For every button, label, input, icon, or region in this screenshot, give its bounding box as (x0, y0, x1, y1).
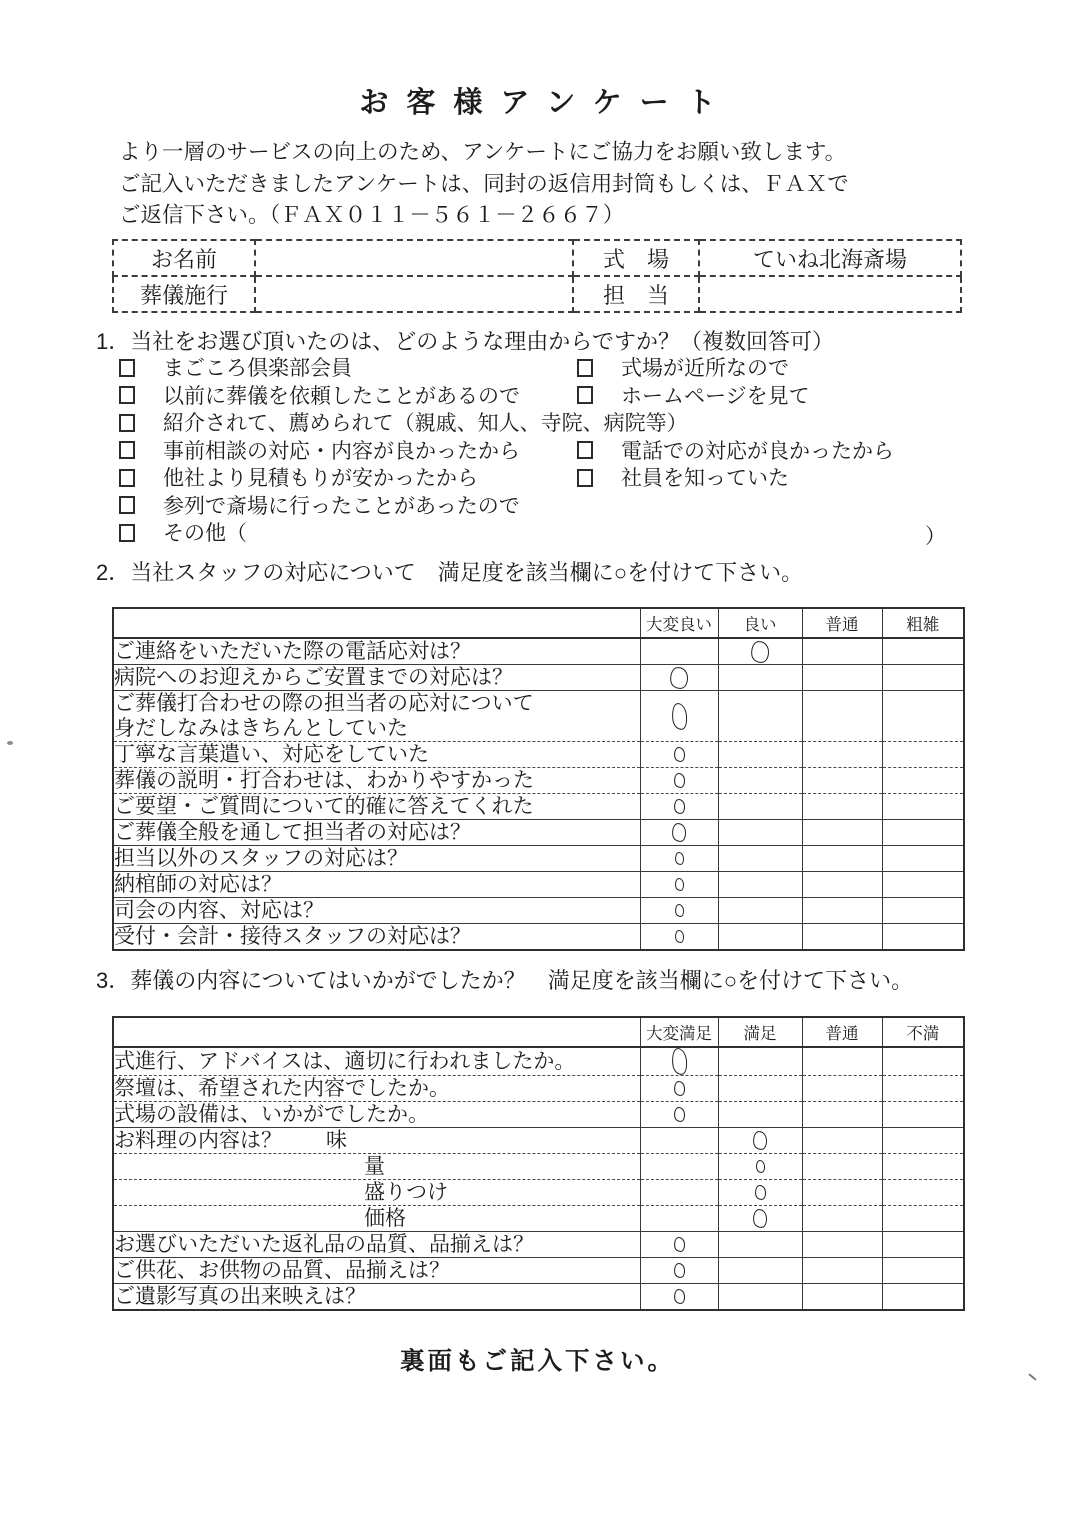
option-label: 社員を知っていた (621, 467, 789, 490)
name-label: お名前 (113, 240, 255, 276)
rating-cell[interactable] (882, 924, 964, 951)
survey-row (113, 768, 964, 794)
intro-text (119, 137, 849, 232)
question-text: 葬儀の説明・打合わせは、わかりやすかった (114, 769, 534, 792)
question-text: 祭壇は、希望された内容でしたか。 (114, 1077, 450, 1100)
option-label: ホームページを見て (621, 384, 810, 408)
staff-value-field[interactable] (699, 276, 961, 312)
intro-line-3: ご返信下さい。（ＦＡＸ０１１－５６１－２６６７） (119, 203, 625, 227)
rating-column-header: 良い (718, 608, 802, 638)
rating-cell[interactable] (718, 742, 802, 768)
rating-cell[interactable] (882, 846, 964, 872)
rating-cell[interactable] (718, 768, 802, 794)
rating-cell[interactable] (640, 1284, 718, 1311)
survey-row (113, 872, 964, 898)
question-1-heading: 1．当社をお選び頂いたのは、どのような理由からですか？（複数回答可） (96, 329, 835, 354)
question-text: 式場の設備は、いかがでしたか。 (114, 1103, 429, 1126)
question-text-line2: 身だしなみはきちんとしていた (114, 717, 408, 740)
rating-cell[interactable] (718, 1128, 802, 1154)
question-label (113, 1232, 640, 1258)
rating-cell[interactable] (640, 794, 718, 820)
survey-row (113, 1232, 964, 1258)
rating-cell[interactable] (640, 1154, 718, 1180)
intro-line-1: より一層のサービスの向上のため、アンケートにご協力をお願い致します。 (119, 140, 847, 164)
q1-option-left (119, 352, 352, 382)
option-label: 電話での対応が良かったから (621, 439, 894, 463)
question-label (113, 1128, 640, 1154)
rating-cell[interactable] (718, 872, 802, 898)
circle-mark (670, 1047, 689, 1075)
survey-row (113, 1154, 964, 1180)
survey-row (113, 1180, 964, 1206)
rating-cell[interactable] (640, 1128, 718, 1154)
rating-cell[interactable] (882, 1284, 964, 1311)
rating-cell[interactable] (882, 665, 964, 691)
question-label (113, 1047, 640, 1076)
question-label (113, 820, 640, 846)
rating-column-header: 大変満足 (640, 1017, 718, 1047)
option-label: 式場が近所なので (621, 357, 789, 380)
q1-option-right (577, 435, 894, 465)
question-text: ご連絡をいただいた際の電話応対は？ (114, 640, 471, 663)
question-label (113, 846, 640, 872)
option-label: 参列で斎場に行ったことがあったので (163, 494, 520, 518)
question-text: ご遺影写真の出来映えは？ (114, 1285, 366, 1308)
rating-header-row (113, 1017, 964, 1047)
circle-mark (750, 639, 771, 663)
question-text: ご供花、お供物の品質、品揃えは？ (114, 1259, 450, 1282)
rating-cell[interactable] (802, 1180, 882, 1206)
rating-cell[interactable] (802, 1258, 882, 1284)
rating-cell[interactable] (718, 691, 802, 742)
question-2-heading: 2．当社スタッフの対応について 満足度を該当欄に○を付けて下さい。 (96, 560, 804, 585)
question-label (113, 1258, 640, 1284)
question-label (113, 872, 640, 898)
circle-mark (674, 929, 685, 943)
staff-label: 担 当 (573, 276, 699, 312)
rating-cell[interactable] (802, 665, 882, 691)
rating-cell[interactable] (802, 1128, 882, 1154)
footer-note: 裏面もご記入下さい。 (400, 1348, 675, 1375)
checkbox-icon[interactable] (119, 441, 135, 459)
rating-cell[interactable] (718, 1180, 802, 1206)
circle-mark (673, 798, 686, 814)
q1-option-left (119, 380, 520, 410)
rating-cell[interactable] (802, 1076, 882, 1102)
rating-cell[interactable] (718, 638, 802, 665)
rating-cell[interactable] (802, 1102, 882, 1128)
circle-mark (669, 665, 690, 689)
rating-cell[interactable] (718, 1154, 802, 1180)
q1-option-left (119, 435, 520, 465)
rating-header-blank (113, 1017, 640, 1047)
circle-mark (673, 1236, 686, 1252)
rating-cell[interactable] (882, 691, 964, 742)
rating-cell[interactable] (802, 1047, 882, 1076)
info-row-1 (113, 240, 961, 276)
rating-cell[interactable] (802, 1206, 882, 1232)
circle-mark (673, 1106, 686, 1122)
rating-cell[interactable] (882, 638, 964, 665)
info-row-2 (113, 276, 961, 312)
circle-mark (674, 903, 685, 917)
question-label (113, 1206, 640, 1232)
scan-artifact (7, 741, 13, 745)
survey-row (113, 665, 964, 691)
question-label (113, 924, 640, 951)
rating-cell[interactable] (718, 1232, 802, 1258)
circle-mark (670, 702, 689, 731)
funeral-value-field[interactable] (255, 276, 573, 312)
q1-options (119, 352, 979, 548)
rating-cell[interactable] (640, 742, 718, 768)
rating-cell[interactable] (882, 1047, 964, 1076)
rating-cell[interactable] (640, 1206, 718, 1232)
survey-row (113, 1047, 964, 1076)
question-text: 納棺師の対応は？ (114, 873, 282, 896)
venue-label: 式 場 (573, 240, 699, 276)
rating-cell[interactable] (718, 1076, 802, 1102)
rating-cell[interactable] (882, 1154, 964, 1180)
rating-cell[interactable] (718, 924, 802, 951)
question-label (113, 898, 640, 924)
rating-column-header: 大変良い (640, 608, 718, 638)
q1-option-right (577, 380, 810, 410)
content-rating-table (112, 1016, 965, 1311)
rating-cell[interactable] (718, 1258, 802, 1284)
question-text: ご要望・ご質問について的確に答えてくれた (114, 795, 534, 818)
survey-row (113, 1284, 964, 1311)
circle-mark (673, 1080, 686, 1096)
rating-cell[interactable] (882, 1258, 964, 1284)
question-text: 担当以外のスタッフの対応は？ (114, 847, 408, 870)
rating-header-blank (113, 608, 640, 638)
option-label: 事前相談の対応・内容が良かったから (163, 439, 520, 463)
rating-cell[interactable] (718, 1102, 802, 1128)
option-label: その他（ (163, 522, 247, 545)
question-text: 司会の内容、対応は？ (114, 899, 324, 922)
other-close-paren: ） (925, 525, 946, 548)
question-label (113, 691, 640, 742)
rating-cell[interactable] (640, 1180, 718, 1206)
question-text: 受付・会計・接待スタッフの対応は？ (114, 925, 471, 948)
q1-option-row (119, 407, 979, 435)
rating-cell[interactable] (640, 665, 718, 691)
question-text: 価格 (364, 1207, 406, 1230)
rating-cell[interactable] (640, 768, 718, 794)
checkbox-icon[interactable] (119, 469, 135, 487)
question-text: ご葬儀打合わせの際の担当者の応対について (114, 692, 534, 715)
venue-value: ていね北海斎場 (699, 240, 961, 276)
survey-row (113, 898, 964, 924)
q1-option-left (119, 462, 478, 492)
rating-cell[interactable] (802, 742, 882, 768)
question-label (113, 1154, 640, 1180)
question-prefix: お料理の内容は？ (114, 1129, 282, 1152)
rating-header-row (113, 608, 964, 638)
question-text: 式進行、アドバイスは、適切に行われましたか。 (114, 1050, 576, 1073)
circle-mark (755, 1159, 766, 1173)
circle-mark (673, 746, 686, 762)
circle-mark (673, 1262, 686, 1278)
rating-cell[interactable] (802, 638, 882, 665)
rating-cell[interactable] (640, 846, 718, 872)
q1-option-right (577, 462, 789, 492)
survey-row (113, 1102, 964, 1128)
q1-option-left (119, 517, 247, 547)
rating-cell[interactable] (882, 794, 964, 820)
q1-option-right (577, 352, 789, 382)
rating-cell[interactable] (882, 742, 964, 768)
q1-option-row (119, 352, 979, 380)
rating-cell[interactable] (718, 1284, 802, 1311)
rating-cell[interactable] (802, 846, 882, 872)
info-table (112, 239, 962, 313)
checkbox-icon[interactable] (119, 524, 135, 542)
rating-column-header: 普通 (802, 1017, 882, 1047)
rating-cell[interactable] (640, 924, 718, 951)
rating-column-header: 普通 (802, 608, 882, 638)
rating-cell[interactable] (802, 1232, 882, 1258)
q1-option-left (119, 490, 520, 520)
question-label (113, 665, 640, 691)
survey-row (113, 638, 964, 665)
question-3-heading: 3．葬儀の内容についてはいかがでしたか？ 満足度を該当欄に○を付けて下さい。 (96, 968, 914, 993)
rating-cell[interactable] (802, 820, 882, 846)
rating-cell[interactable] (882, 898, 964, 924)
q1-option-row (119, 490, 979, 518)
rating-cell[interactable] (802, 872, 882, 898)
checkbox-icon[interactable] (119, 414, 135, 432)
rating-cell[interactable] (802, 1284, 882, 1311)
question-label (113, 1284, 640, 1311)
rating-cell[interactable] (882, 1206, 964, 1232)
rating-cell[interactable] (882, 820, 964, 846)
question-text: ご葬儀全般を通して担当者の対応は？ (114, 821, 471, 844)
survey-row (113, 691, 964, 742)
question-text: 味 (326, 1129, 347, 1152)
rating-cell[interactable] (640, 1258, 718, 1284)
question-label (113, 742, 640, 768)
rating-cell[interactable] (640, 638, 718, 665)
circle-mark (671, 822, 688, 843)
name-value-field[interactable] (255, 240, 573, 276)
checkbox-icon[interactable] (577, 469, 593, 487)
rating-cell[interactable] (718, 846, 802, 872)
rating-cell[interactable] (718, 898, 802, 924)
question-text: 量 (364, 1155, 385, 1178)
q1-option-row (119, 517, 979, 548)
question-text: お選びいただいた返礼品の品質、品揃えは？ (114, 1233, 534, 1256)
q1-option-left (119, 407, 688, 437)
rating-cell[interactable] (718, 1047, 802, 1076)
circle-mark (673, 772, 686, 788)
survey-row (113, 1128, 964, 1154)
rating-cell[interactable] (882, 1128, 964, 1154)
question-text: 盛りつけ (364, 1181, 448, 1204)
rating-cell[interactable] (802, 898, 882, 924)
circle-mark (752, 1208, 769, 1229)
q1-option-row (119, 435, 979, 463)
rating-column-header: 満足 (718, 1017, 802, 1047)
checkbox-icon[interactable] (119, 496, 135, 514)
rating-cell[interactable] (718, 665, 802, 691)
checkbox-icon[interactable] (119, 386, 135, 404)
circle-mark (674, 851, 685, 865)
rating-cell[interactable] (882, 1076, 964, 1102)
circle-mark (673, 1288, 686, 1304)
survey-row (113, 846, 964, 872)
rating-cell[interactable] (718, 820, 802, 846)
question-label (113, 1180, 640, 1206)
rating-cell[interactable] (718, 1206, 802, 1232)
rating-cell[interactable] (882, 872, 964, 898)
survey-row (113, 1076, 964, 1102)
rating-cell[interactable] (640, 1102, 718, 1128)
rating-cell[interactable] (640, 1047, 718, 1076)
survey-row (113, 794, 964, 820)
checkbox-icon[interactable] (577, 359, 593, 377)
rating-cell[interactable] (802, 1154, 882, 1180)
rating-cell[interactable] (640, 820, 718, 846)
page-title: お客様アンケート (359, 87, 734, 119)
survey-row (113, 1258, 964, 1284)
q1-option-row (119, 380, 979, 408)
question-text: 丁寧な言葉遣い、対応をしていた (114, 743, 429, 766)
rating-cell[interactable] (802, 691, 882, 742)
survey-row (113, 820, 964, 846)
circle-mark (754, 1184, 767, 1200)
rating-cell[interactable] (640, 691, 718, 742)
rating-cell[interactable] (882, 1232, 964, 1258)
option-label: 紹介されて、薦められて（親戚、知人、寺院、病院等） (163, 412, 688, 435)
checkbox-icon[interactable] (119, 359, 135, 377)
question-text: 病院へのお迎えからご安置までの対応は？ (114, 666, 513, 689)
funeral-label: 葬儀施行 (113, 276, 255, 312)
option-label: まごころ倶楽部会員 (163, 357, 352, 380)
q1-option-row (119, 462, 979, 490)
survey-row (113, 1206, 964, 1232)
rating-cell[interactable] (802, 924, 882, 951)
survey-row (113, 924, 964, 951)
rating-cell[interactable] (802, 768, 882, 794)
rating-cell[interactable] (640, 1076, 718, 1102)
circle-mark (752, 1130, 769, 1151)
question-label (113, 1076, 640, 1102)
checkbox-icon[interactable] (577, 441, 593, 459)
survey-row (113, 742, 964, 768)
circle-mark (674, 877, 685, 891)
question-label (113, 768, 640, 794)
rating-column-header: 不満 (882, 1017, 964, 1047)
staff-rating-table (112, 607, 965, 951)
rating-cell[interactable] (882, 768, 964, 794)
rating-cell[interactable] (718, 794, 802, 820)
question-label (113, 794, 640, 820)
rating-cell[interactable] (802, 794, 882, 820)
rating-cell[interactable] (882, 1102, 964, 1128)
intro-line-2: ご記入いただきましたアンケートは、同封の返信用封筒もしくは、ＦＡＸで (119, 171, 849, 196)
checkbox-icon[interactable] (577, 386, 593, 404)
option-label: 以前に葬儀を依頼したことがあるので (163, 384, 520, 408)
rating-cell[interactable] (882, 1180, 964, 1206)
option-label: 他社より見積もりが安かったから (163, 467, 478, 490)
rating-cell[interactable] (640, 1232, 718, 1258)
rating-cell[interactable] (640, 872, 718, 898)
question-label (113, 1102, 640, 1128)
rating-cell[interactable] (640, 898, 718, 924)
rating-column-header: 粗雑 (882, 608, 964, 638)
question-label (113, 638, 640, 665)
